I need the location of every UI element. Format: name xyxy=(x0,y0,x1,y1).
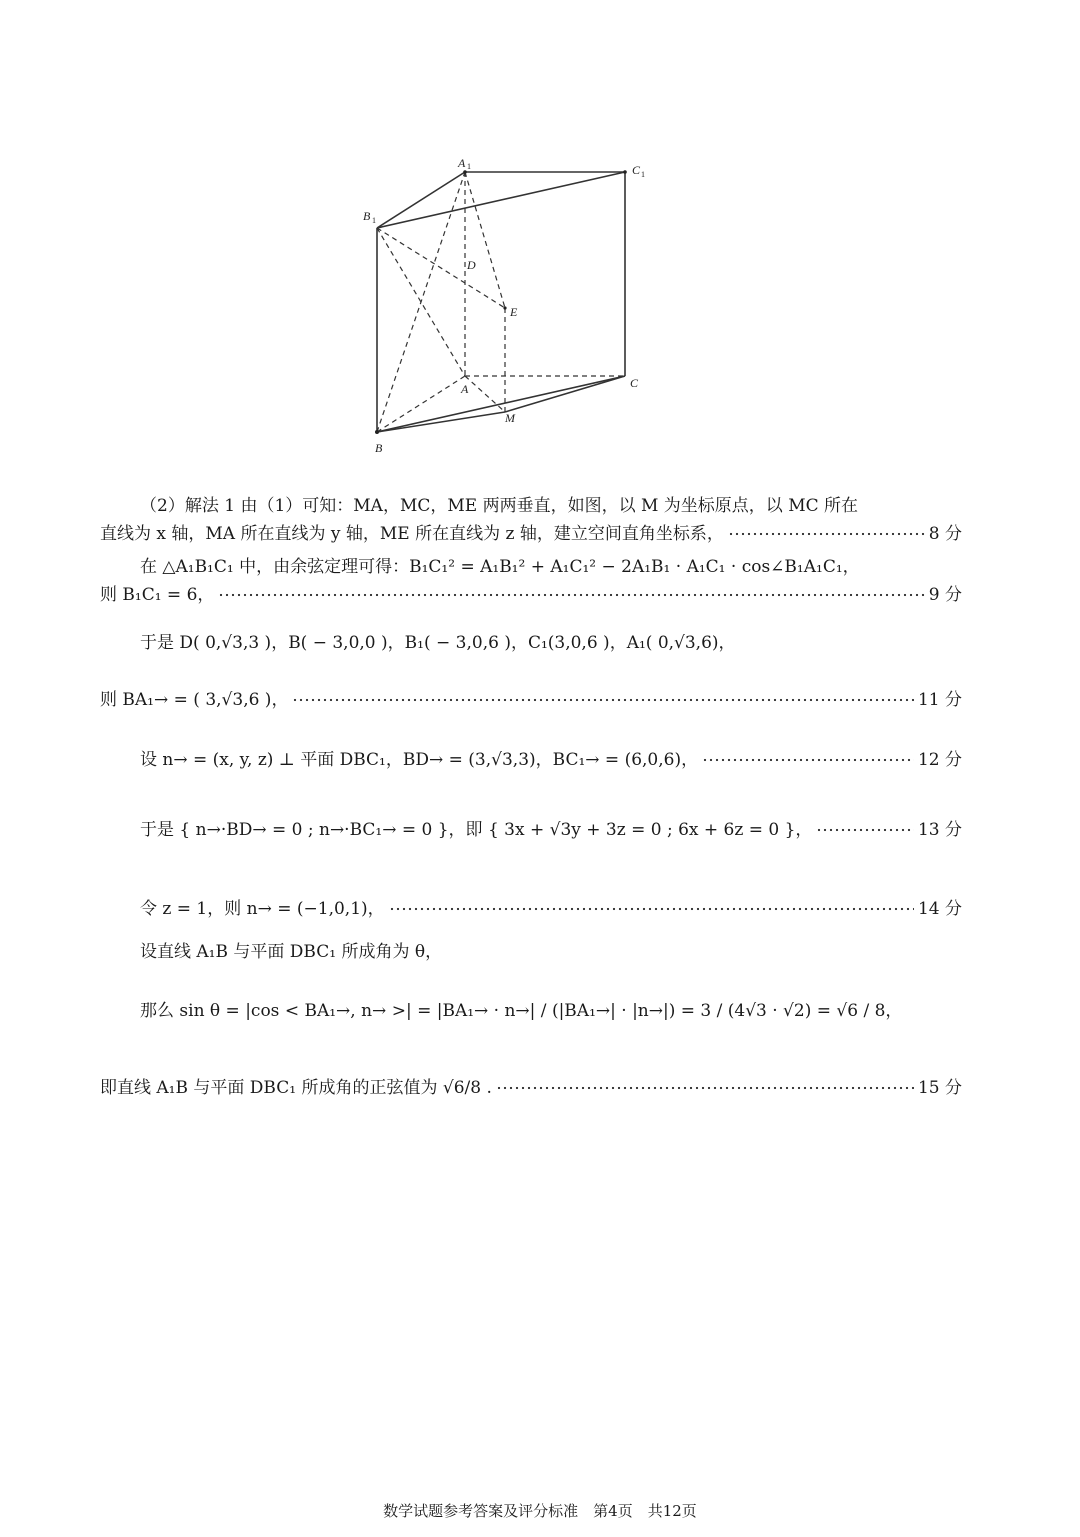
solution-line-4: 则 B₁C₁ = 6， 9 分 xyxy=(100,585,962,605)
solution-line-7: 设 n→ = (x, y, z) ⊥ 平面 DBC₁，BD→ = (3,√3,3)，BC₁→ = (6,0,6)， 12 分 xyxy=(140,750,962,770)
solution-line-1: （2）解法 1 由（1）可知：MA，MC，ME 两两垂直，如图，以 M 为坐标原点，以 MC 所在 xyxy=(140,496,859,516)
dot-leader xyxy=(728,532,925,536)
score-label: 15 分 xyxy=(917,1078,962,1098)
label-d: D xyxy=(467,258,476,272)
svg-text:1: 1 xyxy=(372,216,376,225)
solution-line-9: 令 z = 1，则 n→ = (−1,0,1)， 14 分 xyxy=(140,899,962,919)
score-label: 9 分 xyxy=(928,585,962,605)
label-c1: C xyxy=(632,163,641,177)
dot-leader xyxy=(389,907,914,911)
label-m: M xyxy=(505,411,515,425)
page-footer: 数学试题参考答案及评分标准 第4页 共12页 xyxy=(383,1502,697,1520)
dot-leader xyxy=(702,758,914,762)
solution-line-10: 设直线 A₁B 与平面 DBC₁ 所成角为 θ， xyxy=(140,942,443,962)
score-label: 13 分 xyxy=(917,820,962,840)
dot-leader xyxy=(496,1086,914,1090)
dot-leader xyxy=(218,593,924,597)
solution-line-3: 在 △A₁B₁C₁ 中，由余弦定理可得：B₁C₁² = A₁B₁² + A₁C₁² − 2A₁B₁ · A₁C₁ · cos∠B₁A₁C₁， xyxy=(140,557,860,577)
dot-leader xyxy=(292,698,914,702)
prism-figure xyxy=(355,150,675,460)
label-e: E xyxy=(510,305,518,319)
solution-line-11: 那么 sin θ = |cos < BA₁→, n→ >| = |BA₁→ · n→| / (|BA₁→| · |n→|) = 3 / (4√3 · √2) = √6 / 8， xyxy=(140,1001,903,1021)
label-b: B xyxy=(375,441,383,455)
label-b1: B xyxy=(363,209,371,223)
dot-leader xyxy=(816,828,914,832)
score-label: 8 分 xyxy=(928,524,962,544)
label-a1: A xyxy=(458,156,466,170)
svg-text:1: 1 xyxy=(641,170,645,179)
solution-line-8: 于是 { n→·BD→ = 0 ; n→·BC₁→ = 0 }，即 { 3x + √3y + 3z = 0 ; 6x + 6z = 0 }， 13 分 xyxy=(140,820,962,840)
solution-line-6: 则 BA₁→ = ( 3,√3,6 )， 11 分 xyxy=(100,690,962,710)
solution-line-12: 即直线 A₁B 与平面 DBC₁ 所成角的正弦值为 √6/8 . 15 分 xyxy=(100,1078,962,1098)
score-label: 14 分 xyxy=(917,899,962,919)
solution-line-5: 于是 D( 0,√3,3 )，B( − 3,0,0 )，B₁( − 3,0,6 )，C₁(3,0,6 )，A₁( 0,√3,6)， xyxy=(140,633,736,653)
label-a: A xyxy=(461,382,469,396)
score-label: 12 分 xyxy=(917,750,962,770)
solution-line-2: 直线为 x 轴，MA 所在直线为 y 轴，ME 所在直线为 z 轴，建立空间直角坐标系， 8 分 xyxy=(100,524,962,544)
label-c: C xyxy=(630,376,639,390)
svg-text:1: 1 xyxy=(467,162,471,171)
score-label: 11 分 xyxy=(917,690,962,710)
